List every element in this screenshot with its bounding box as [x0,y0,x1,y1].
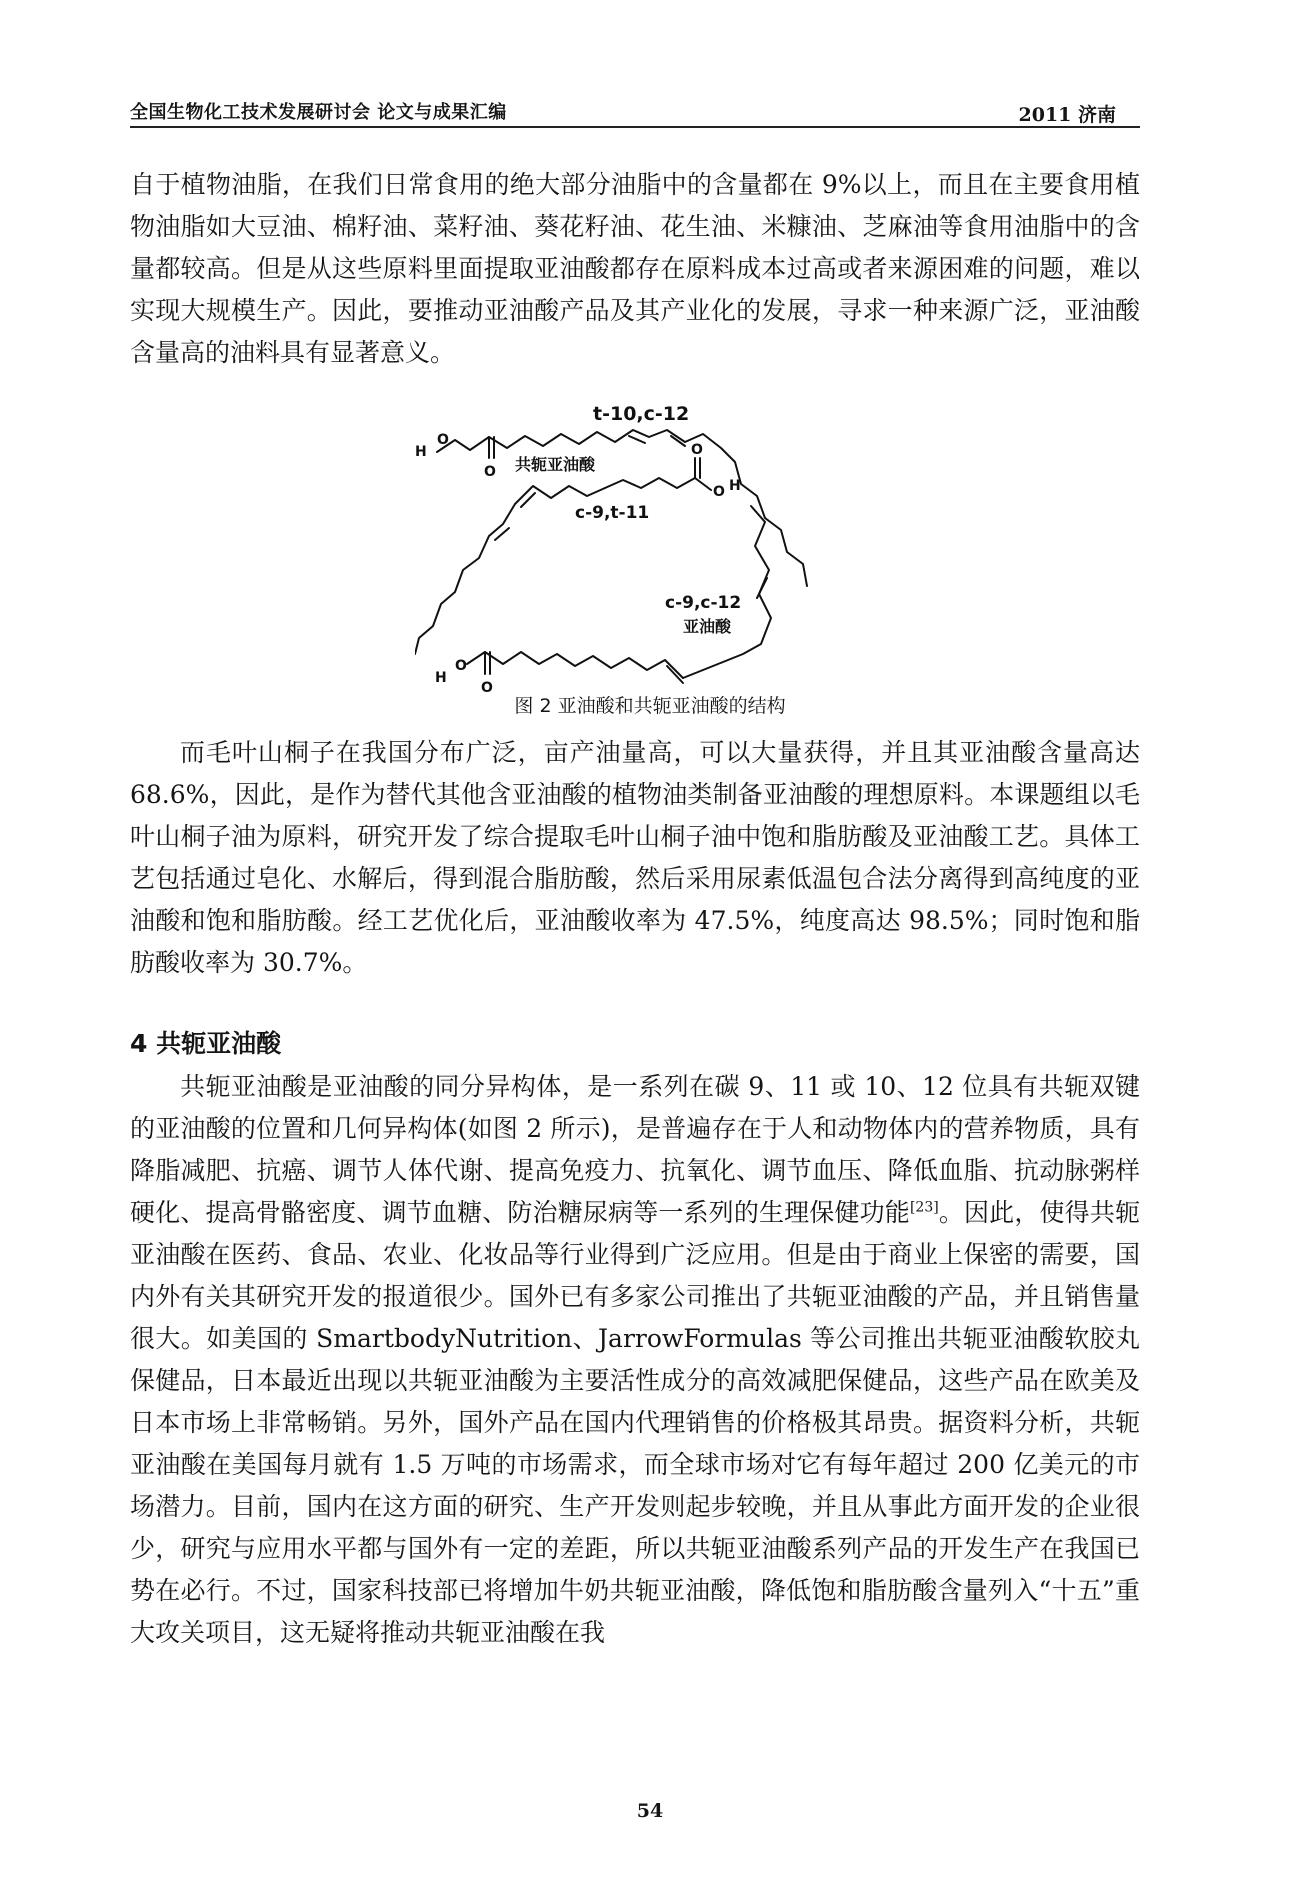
atom-o-carbonyl-top: O [484,464,496,480]
label-cla-name: 共轭亚油酸 [515,455,596,474]
molecule-diagram [415,400,895,700]
atom-h-bottom: H [435,670,447,686]
label-c9t11: c-9,t-11 [575,503,650,523]
bond-chain-middle-right [605,478,711,490]
header-year-place: 2011 济南 [1018,104,1116,126]
section-heading: 4 共轭亚油酸 [130,1029,282,1058]
citation-ref[interactable]: [23] [909,1199,939,1216]
atom-h-top: H [415,444,427,460]
bond-chain-bottom [467,652,683,678]
bond-carbonyl-top [489,437,494,458]
figure-2-structures [415,400,895,700]
label-t10c12: t-10,c-12 [593,403,690,425]
atom-o-carbonyl-bottom: O [481,680,493,696]
figure-caption: 图 2 亚油酸和共轭亚油酸的结构 [514,695,786,717]
paragraph-2: 而毛叶山桐子在我国分布广泛，亩产油量高，可以大量获得，并且其亚油酸含量高达 68.6%，因此，是作为替代其他含亚油酸的植物油类制备亚油酸的理想原料。本课题组以毛叶山桐子油为原料，研究开发了综合提取毛叶山桐子油中饱和脂肪酸及亚油酸工艺。具体工艺包括通过皂化、水解后，得到混合脂肪酸，然后采用尿素低温包合法分离得到高纯度的亚油酸和饱和脂肪酸。经工艺优化后，亚油酸收率为 47.5%，纯度高达 98.5%；同时饱和脂肪酸收率为 30.7%。 [130,738,1140,977]
bond-double-top-1 [629,436,645,443]
atom-o-middle: O [713,484,725,500]
label-c9c12: c-9,c-12 [665,593,742,613]
bond-chain-right [683,506,771,678]
atom-o-carbonyl-middle: O [691,442,703,458]
label-la-name: 亚油酸 [683,617,732,636]
bond-carbonyl-bottom [485,652,490,674]
page-number: 54 [636,1800,664,1822]
bond-carbonyl-middle [695,458,700,478]
paragraph-3-part-2: 。因此，使得共轭亚油酸在医药、食品、农业、化妆品等行业得到广泛应用。但是由于商业上保密的需要，国内外有关其研究开发的报道很少。国外已有多家公司推出了共轭亚油酸的产品，并且销售量很大。如美国的 SmartbodyNutrition、JarrowFormulas 等公司推出共轭亚油酸软胶丸保健品，日本最近出现以共轭亚油酸为主要活性成分的高效减肥保健品，这些产品在欧美及日本市场上非常畅销。另外，国外产品在国内代理销售的价格极其昂贵。据资料分析，共轭亚油酸在美国每月就有 1.5 万吨的市场需求，而全球市场对它有每年超过 200 亿美元的市场潜力。目前，国内在这方面的研究、生产开发则起步较晚，并且从事此方面开发的企业很少，研究与应用水平都与国外有一定的差距，所以共轭亚油酸系列产品的开发生产在我国已势在必行。不过，国家科技部已将增加牛奶共轭亚油酸，降低饱和脂肪酸含量列入“十五”重大攻关项目，这无疑将推动共轭亚油酸在我 [130,1198,1140,1647]
paragraph-3-part-1: 共轭亚油酸是亚油酸的同分异构体，是一系列在碳 9、11 或 10、12 位具有共轭双键的亚油酸的位置和几何异构体(如图 2 所示)，是普遍存在于人和动物体内的营养物质，具有降脂减肥、抗癌、调节人体代谢、提高免疫力、抗氧化、调节血压、降低血脂、抗动脉粥样硬化、提高骨骼密度、调节血糖、防治糖尿病等一系列的生理保健功能 [130,1072,1140,1227]
paragraph-3 [130,1066,1140,1654]
atom-o-top: O [437,432,449,448]
atom-o-bottom: O [455,658,467,674]
header-title: 全国生物化工技术发展研讨会 论文与成果汇编 [130,102,507,123]
paragraph-1: 自于植物油脂，在我们日常食用的绝大部分油脂中的含量都在 9%以上，而且在主要食用植物油脂如大豆油、棉籽油、菜籽油、葵花籽油、花生油、米糠油、芝麻油等食用油脂中的含量都较高。但是从这些原料里面提取亚油酸都存在原料成本过高或者来源困难的问题，难以实现大规模生产。因此，要推动亚油酸产品及其产业化的发展，寻求一种来源广泛，亚油酸含量高的油料具有显著意义。 [130,170,1140,367]
atom-h-middle: H [729,478,741,494]
running-header [130,92,1140,128]
bond-double-right [757,578,767,598]
